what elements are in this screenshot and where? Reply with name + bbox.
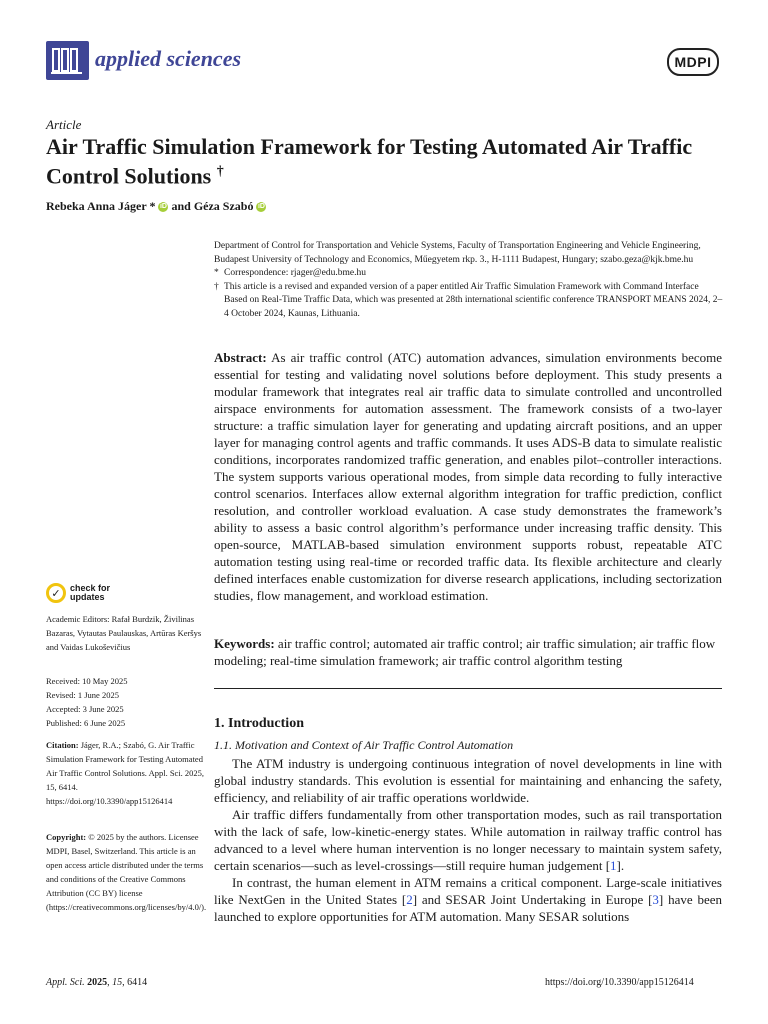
affiliations [214, 240, 724, 321]
footer-article-number: 6414 [127, 977, 148, 988]
title-footnote-text: This article is a revised and expanded version of a paper entitled Air Traffic Simulation Framework with Command Interface Based on Real-Time Traffic Data, which was presented at 28th international scientific conference TRANSPORT MEANS 2024, 2–4 October 2024, Kaunas, Lithuania. [224, 281, 723, 319]
footer-volume: 15 [112, 977, 123, 988]
published-date: Published: 6 June 2025 [46, 718, 126, 728]
keywords [214, 635, 722, 669]
footer-year: 2025 [87, 977, 108, 988]
subsection-heading: 1.1. Motivation and Context of Air Traffic Control Automation [214, 738, 514, 752]
footer-journal: Appl. Sci. [46, 977, 85, 988]
author-list [46, 199, 266, 214]
footer-doi-link[interactable]: https://doi.org/10.3390/app15126414 [545, 977, 694, 988]
received-date: Received: 10 May 2025 [46, 676, 128, 686]
correspondence-note [214, 267, 724, 281]
paragraph [214, 874, 722, 925]
citation-label: Citation: [46, 740, 79, 750]
copyright-label: Copyright: [46, 832, 87, 842]
journal-name: applied sciences [95, 46, 242, 71]
title-footnote [214, 281, 724, 322]
title-footnote-mark: † [216, 164, 224, 179]
abstract-text: As air traffic control (ATC) automation advances, simulation environments become essential for testing and validating novel solutions before deployment. This study presents a modular framework that integrates real air traffic data to simulate controlled and uncontrolled airspace environments for automation assessment. The framework consists of a two-layer structure: a traffic simulation layer for generating and updating aircraft positions, and an upper layer for managing control agents and traffic commands. It uses ADS-B data to simulate realistic conditions, incorporates randomized traffic generation, and enables pilot–controller interactions. The system supports various operational modes, from simple data recording to fully interactive control scenarios. Interfaces allow external algorithm integration for traffic prediction, conflict resolution, and controller workload evaluation. A case study demonstrates the framework’s ability to assess a basic control algorithm’s performance under increasing traffic density. This open-source, MATLAB-based simulation environment supports robust, repeatable ATC automation testing using real-time or recorded traffic data. Its flexible architecture and clearly defined interfaces enable customization for diverse research applications, including sectorization studies, flow management, and workload estimation. [214, 350, 722, 603]
author-szabo[interactable]: Géza Szabó [193, 199, 254, 213]
abstract [214, 349, 722, 604]
check-updates-line1: check for [70, 583, 111, 593]
author-connector: and [171, 199, 191, 213]
paragraph-text: In contrast, the human element in ATM remains a critical component. Large-scale initiatives like NextGen in the United States [ [214, 875, 722, 907]
article-title [46, 134, 736, 188]
revised-date: Revised: 1 June 2025 [46, 690, 119, 700]
check-for-updates-badge[interactable] [46, 583, 110, 603]
article-title-text: Air Traffic Simulation Framework for Testing Automated Air Traffic Control Solutions [46, 134, 693, 189]
check-updates-line2: updates [70, 592, 105, 602]
accepted-date: Accepted: 3 June 2025 [46, 704, 124, 714]
citation-text: Jáger, R.A.; Szabó, G. Air Traffic Simulation Framework for Testing Automated Air Traffic Control Solutions. Appl. Sci. 2025, 15, 6414. https://doi.org/10.3390/app15126414 [46, 740, 205, 806]
citation-link[interactable]: 1 [610, 858, 617, 873]
introduction-body [214, 755, 722, 925]
copyright-block [46, 830, 206, 914]
paragraph-text: Air traffic differs fundamentally from other transportation modes, such as rail transportation with the lack of safe, low-kinetic-energy states. While automation in railway traffic control has advanced to a level where human intervention is no longer necessary to maintain system safety, certain scenarios—such as level-crossings—still require human judgement [ [214, 807, 722, 873]
section-divider [214, 688, 722, 689]
author-jager[interactable]: Rebeka Anna Jáger * [46, 199, 156, 213]
paragraph-text: ] have been launched to explore opportunities for ATM automation. Many SESAR solutions [214, 892, 722, 924]
section-heading-introduction: 1. Introduction [214, 716, 304, 731]
footer-citation: Appl. Sci. 2025, 15, 6414 [46, 977, 148, 988]
affiliation-text: Department of Control for Transportation and Vehicle Systems, Faculty of Transportation Engineering and Vehicle Engineering, Budapest University of Technology and Economics, Műegyetem rkp. 3., H-1111 Budapest, Hungary; szabo.geza@kjk.bme.hu [214, 241, 701, 265]
orcid-icon[interactable]: iD [159, 202, 167, 210]
orcid-icon[interactable]: iD [257, 202, 265, 210]
paragraph-text: ]. [616, 858, 625, 873]
publisher-logo[interactable]: MDPI [667, 48, 719, 76]
correspondence-text: Correspondence: rjager@edu.bme.hu [224, 268, 366, 278]
keywords-label: Keywords: [214, 636, 275, 651]
check-for-updates-text [70, 584, 110, 602]
paragraph-text: ] and SESAR Joint Undertaking in Europe [ [412, 892, 653, 907]
copyright-text: © 2025 by the authors. Licensee MDPI, Basel, Switzerland. This article is an open access article distributed under the terms and conditions of the Creative Commons Attribution (CC BY) license (https://creativecommons.org/licenses/by/4.0/). [46, 832, 207, 912]
citation-link[interactable]: 3 [652, 892, 659, 907]
abstract-label: Abstract: [214, 350, 267, 365]
keywords-text: air traffic control; automated air traffic control; air traffic simulation; air traffic flow modeling; real-time simulation framework; air traffic control algorithm testing [214, 636, 716, 668]
check-icon: ✓ [46, 583, 66, 603]
title-footnote-mark: † [214, 281, 219, 292]
paragraph [214, 806, 722, 874]
paragraph: The ATM industry is undergoing continuous integration of novel developments in line with global industry standards. This evolution is essential for maintaining and enhancing the safety, efficiency, and reliability of air traffic operations worldwide. [214, 756, 722, 805]
article-type-label: Article [46, 117, 82, 132]
citation-link[interactable]: 2 [406, 892, 413, 907]
citation-block [46, 738, 206, 808]
journal-logo-icon [46, 41, 89, 80]
correspondence-mark: * [214, 268, 219, 278]
dates [46, 674, 206, 730]
academic-editors: Academic Editors: Rafał Burdzik, Živilinas Bazaras, Vytautas Paulauskas, Artūras Keršys and Vaidas Lukoševičius [46, 614, 202, 652]
